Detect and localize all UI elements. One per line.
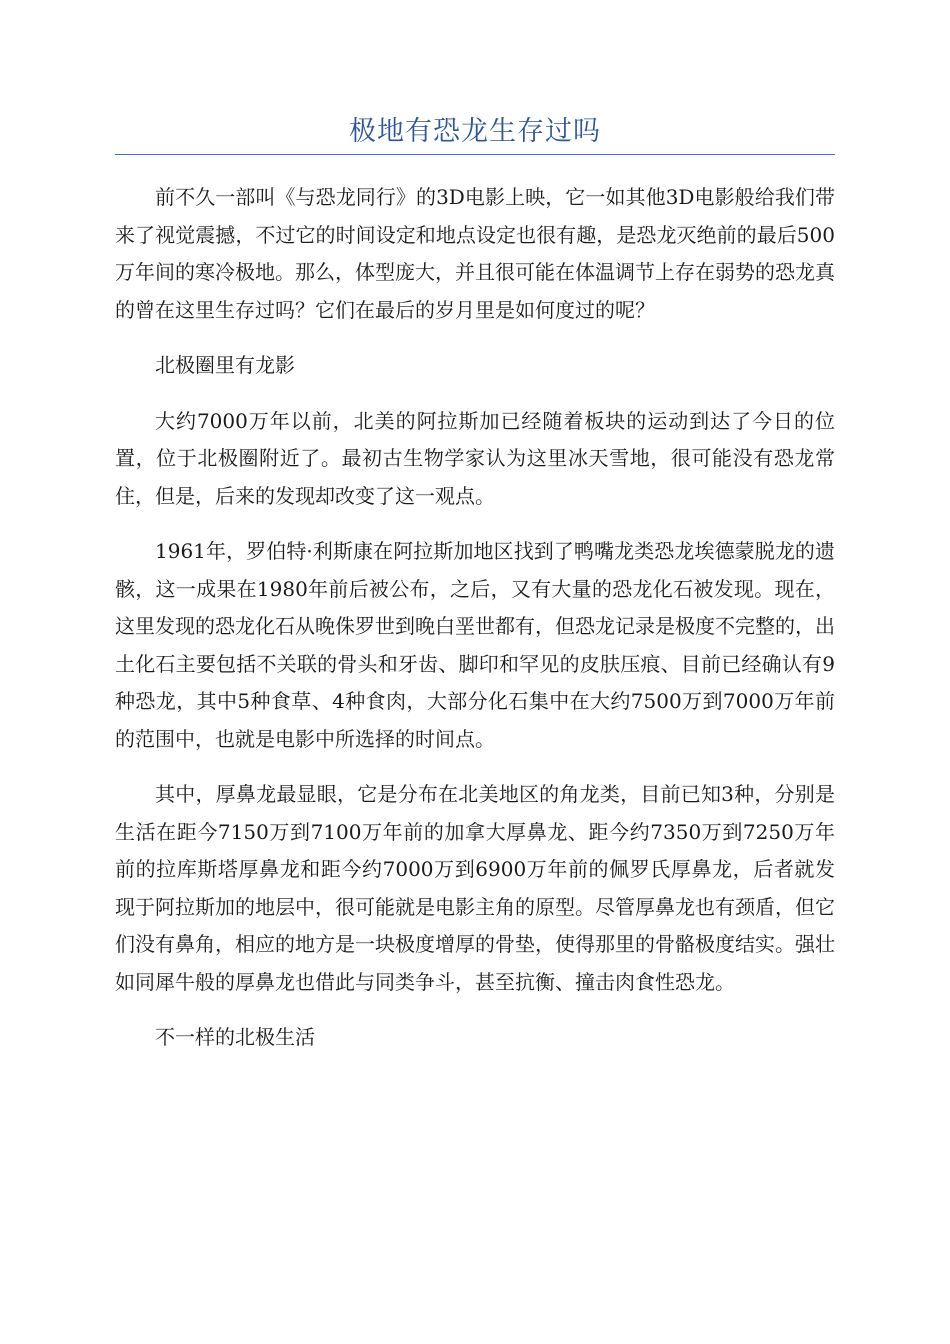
body-paragraph: 1961年，罗伯特·利斯康在阿拉斯加地区找到了鸭嘴龙类恐龙埃德蒙脱龙的遗骸，这一成果在1980年前后被公布，之后，又有大量的恐龙化石被发现。现在，这里发现的恐龙化石从晚侏罗世到晚白垩世都有，但恐龙记录是极度不完整的，出土化石主要包括不关联的骨头和牙齿、脚印和罕见的皮肤压痕、目前已经确认有9种恐龙，其中5种食草、4种食肉，大部分化石集中在大约7500万到7000万年前的范围中，也就是电影中所选择的时间点。 [115, 539, 835, 751]
body-paragraph: 其中，厚鼻龙最显眼，它是分布在北美地区的角龙类，目前已知3种，分别是生活在距今7150万到7100万年前的加拿大厚鼻龙、距今约7350万到7250万年前的拉库斯塔厚鼻龙和距今约7000万到6900万年前的佩罗氏厚鼻龙，后者就发现于阿拉斯加的地层中，很可能就是电影主角的原型。尽管厚鼻龙也有颈盾，但它们没有鼻角，相应的地方是一块极度增厚的骨垫，使得那里的骨骼极度结实。强壮如同犀牛般的厚鼻龙也借此与同类争斗，甚至抗衡、撞击肉食性恐龙。 [115, 782, 835, 994]
section-heading-arctic-dinosaurs: 北极圈里有龙影 [155, 353, 295, 377]
intro-paragraph: 前不久一部叫《与恐龙同行》的3D电影上映，它一如其他3D电影般给我们带来了视觉震撼，不过它的时间设定和地点设定也很有趣，是恐龙灭绝前的最后500万年间的寒冷极地。那么，体型庞大，并且很可能在体温调节上存在弱势的恐龙真的曾在这里生存过吗？它们在最后的岁月里是如何度过的呢？ [115, 185, 835, 322]
document-title: 极地有恐龙生存过吗 [349, 116, 601, 147]
section-heading-arctic-life: 不一样的北极生活 [155, 1025, 315, 1049]
title-underline [115, 154, 835, 155]
document-body [115, 179, 835, 1075]
body-paragraph: 大约7000万年以前，北美的阿拉斯加已经随着板块的运动到达了今日的位置，位于北极圈附近了。最初古生物学家认为这里冰天雪地，很可能没有恐龙常住，但是，后来的发现却改变了这一观点。 [115, 408, 835, 508]
